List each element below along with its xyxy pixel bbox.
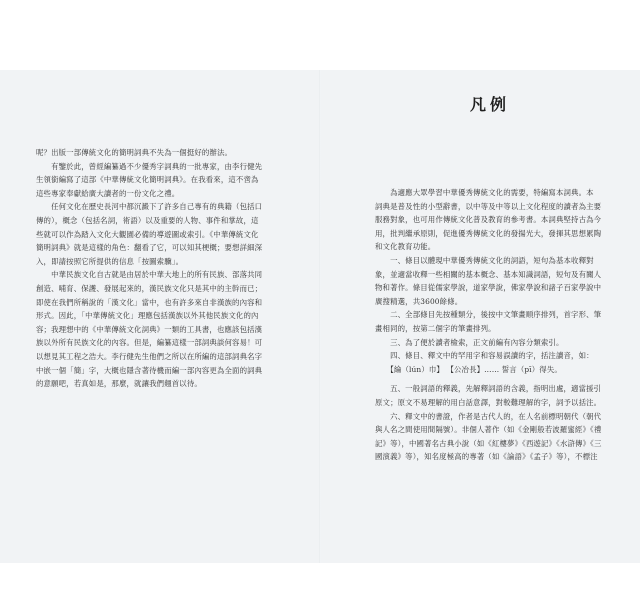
text-line: 畫相同的，按第二個字的筆畫排列。: [375, 323, 496, 333]
text-line: 族以外所有民族文化的內容。但是，編纂這樣一部詞典談何容易！可: [36, 338, 263, 348]
text-line: 簡明詞典》就是這樣的角色：翻看了它，可以知其梗概；要想詳細深: [36, 243, 263, 253]
text-line: 象，並適當收釋一些相關的基本概念、基本知識詞語，短句及有關人: [375, 269, 602, 279]
text-line: 有鑒於此，曾經編纂過不少優秀字詞典的一批專家，由李行健先: [36, 161, 263, 171]
page-title: 凡例: [470, 95, 511, 114]
text-line: 呢？出版一部傳統文化的簡明詞典不失為一個挺好的辦法。: [36, 148, 233, 157]
right-page: [321, 70, 640, 563]
left-page: [0, 70, 319, 563]
text-line: 物和著作。條目從儒家學說，道家學說，佛家學說和諸子百家學說中: [375, 283, 602, 293]
text-line: 四、條目、釋文中的罕用字和容易誤讀的字，括注讀音，如：: [375, 351, 594, 361]
text-line: 三、為了便於讀者檢索，正文前編有內容分類索引。: [375, 337, 564, 347]
text-line: 生領銜編寫了這部《中華傳統文化簡明詞典》。在我看來，這不啻為: [36, 175, 259, 185]
text-line: 記》等），中國著名古典小說（如《紅樓夢》《西遊記》《水滸傳》《三: [375, 438, 602, 448]
text-line: 服務對象，也可用作傳統文化普及教育的參考書。本詞典堅持古為今: [375, 215, 602, 225]
text-line: 傳的），概念（包括名詞，術語）以及重要的人物、事件和掌故，這: [36, 215, 259, 225]
text-line: 六、釋文中的書證，作者是古代人的，在人名前標明朝代（朝代: [375, 411, 602, 421]
text-line: 詞典是普及性的小型辭書，以中等及中等以上文化程度的讀者為主要: [375, 201, 602, 211]
text-line: 原文；原文不易理解的用白話意譯，對較難理解的字，詞予以括注。: [375, 397, 602, 407]
text-line: 【綸（lún）巾】 【公冶長】…… 誓言（pī）得失。: [375, 364, 562, 374]
text-line: 容；我理想中的《中華傳統文化詞典》一類的工具書，也應該包括漢: [36, 324, 263, 334]
left-page-text: [36, 146, 298, 391]
text-line: 創造、哺育、保護、發展起來的，漢民族文化只是其中的主幹而已；: [36, 283, 263, 293]
book-spread: [0, 70, 640, 563]
text-line: 中嵌一個「簡」字，大概也隱含著待機而編一部內容更為全面的詞典: [36, 365, 263, 375]
text-line: 即使在我們所稱說的「漢文化」當中，也有許多來自非漢族的內容和: [36, 297, 263, 307]
text-line: 形式。因此，「中華傳統文化」理應包括漢族以外其他民族文化的內: [36, 311, 259, 321]
text-line: 任何文化在歷史長河中都沉澱下了許多自己專有的典籍（包括口: [36, 202, 263, 212]
top-margin: [0, 0, 640, 70]
text-line: 和文化教育功能。: [375, 242, 436, 252]
text-line: 五、一般詞語的釋義，先解釋詞語的含義，指明出處，適當援引: [375, 384, 602, 394]
text-line: 些就可以作為踏入文化大觀園必備的導遊圖或索引。《中華傳統文化: [36, 229, 259, 239]
text-line: 以想見其工程之浩大。李行健先生他們之所以在所編的這部詞典名字: [36, 351, 263, 361]
right-page-text: [375, 186, 625, 464]
text-line: 中華民族文化自古就是由居於中華大地上的所有民族、部落共同: [36, 270, 263, 280]
text-line: 二、全部條目先按種類分，後按中文筆畫順序排列，首字形、筆: [375, 310, 602, 320]
text-line: 用，批判繼承原則，促進優秀傳統文化的發揚光大，發揮其思想累陶: [375, 228, 602, 238]
text-line: 一、條目以體現中華優秀傳統文化的詞語，短句為基本收釋對: [375, 255, 594, 265]
text-line: 的意願吧，若真如是，那麼，就讓我們翹首以待。: [36, 379, 202, 389]
bottom-margin: [0, 563, 640, 595]
text-line: 廣搜精選，共3600餘條。: [375, 296, 463, 306]
text-line: 國演義》等），知名度極高的專著（如《論語》《孟子》等），不標注: [375, 452, 598, 462]
text-line: 這些專家奉獻給廣大讀者的一份文化之禮。: [36, 188, 180, 198]
text-line: 入，即請按照它所提供的信息「按圖索驥」。: [36, 256, 184, 266]
text-line: 與人名之間使用間隔號）。非個人著作（如《金剛般若波羅蜜經》《禮: [375, 425, 602, 435]
text-line: 為適應大眾學習中華優秀傳統文化的需要，特編寫本詞典。本: [375, 188, 594, 197]
